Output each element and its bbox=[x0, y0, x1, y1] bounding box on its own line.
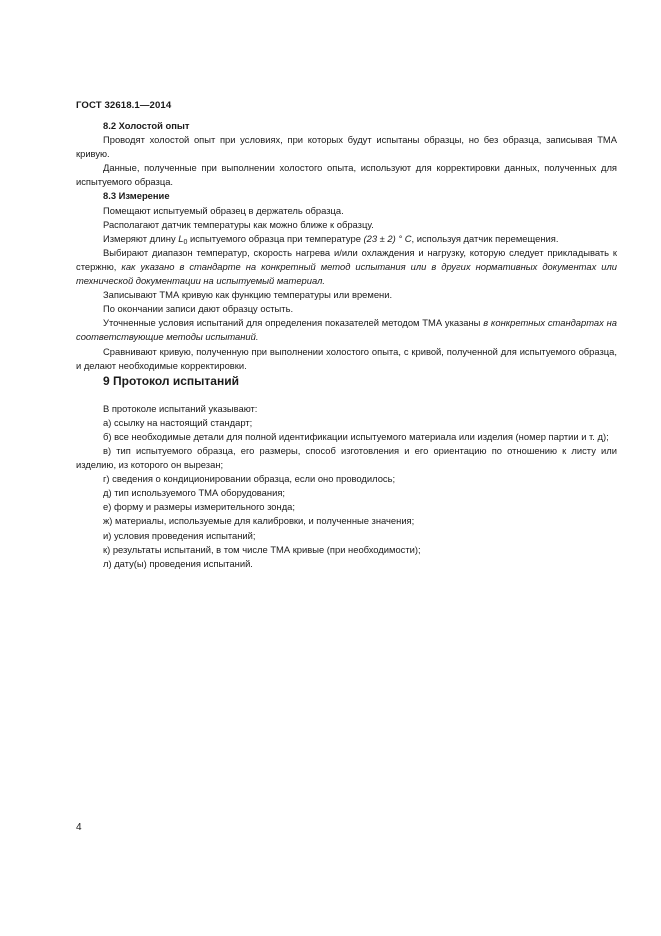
subsection-title-8-2: 8.2 Холостой опыт bbox=[103, 120, 190, 131]
paragraph bbox=[76, 246, 617, 288]
length-symbol: L bbox=[178, 232, 184, 244]
list-item: и) условия проведения испытаний; bbox=[103, 529, 256, 541]
list-item: к) результаты испытаний, в том числе ТМА кривые (при необходимости); bbox=[103, 543, 421, 555]
list-item: е) форму и размеры измерительного зонда; bbox=[103, 501, 295, 513]
subsection-title-8-3: 8.3 Измерение bbox=[103, 190, 170, 202]
page-number: 4 bbox=[76, 822, 82, 833]
list-item: в) тип испытуемого образца, его размеры, способ изготовления и его ориентацию по отношению к листу или изделию, из которого он вырезан; bbox=[76, 444, 617, 471]
list-item: л) дату(ы) проведения испытаний. bbox=[103, 557, 253, 569]
paragraph: Помещают испытуемый образец в держатель образца. bbox=[103, 204, 344, 216]
paragraph bbox=[76, 316, 617, 344]
text-run: , используя датчик перемещения. bbox=[411, 232, 559, 244]
paragraph-measure-length bbox=[76, 232, 617, 246]
text-run: Выбирают диапазон температур, скорость нагрева и/или охлаждения и нагрузку, которую следует прикладывать к стержню, bbox=[76, 246, 617, 272]
list-item: ж) материалы, используемые для калибровки, и полученные значения; bbox=[103, 515, 415, 527]
list-item: б) все необходимые детали для полной идентификации испытуемого материала или изделия (номер партии и т. д); bbox=[103, 430, 609, 442]
document-body bbox=[76, 119, 617, 571]
list-item: д) тип используемого ТМА оборудования; bbox=[103, 487, 285, 499]
protocol-lead: В протоколе испытаний указывают: bbox=[103, 402, 258, 414]
text-run: Измеряют длину bbox=[103, 232, 179, 244]
temperature-value: (23 ± 2) ° С bbox=[363, 232, 412, 244]
paragraph: Записывают ТМА кривую как функцию температуры или времени. bbox=[103, 289, 393, 301]
italic-reference: в конкретных стандартах на соответствующие методы испытаний. bbox=[76, 317, 617, 343]
paragraph: Располагают датчик температуры как можно ближе к образцу. bbox=[103, 218, 374, 230]
document-header: ГОСТ 32618.1—2014 bbox=[76, 100, 172, 111]
list-item: г) сведения о кондиционировании образца, если оно проводилось; bbox=[103, 473, 396, 485]
paragraph: Проводят холостой опыт при условиях, при которых будут испытаны образцы, но без образца, записывая ТМА кривую. bbox=[76, 134, 617, 160]
text-run: Уточненные условия испытаний для определения показателей методом ТМА указаны bbox=[103, 317, 484, 329]
paragraph: Сравнивают кривую, полученную при выполнении холостого опыта, с кривой, полученной для испытуемого образца, и делают необходимые корректировки. bbox=[76, 345, 617, 371]
text-run: испытуемого образца при температуре bbox=[187, 232, 364, 244]
paragraph: По окончании записи дают образцу остыть. bbox=[103, 303, 294, 315]
italic-reference: как указано в стандарте на конкретный метод испытания или в других нормативных документах или технической документации на испытуемый материал. bbox=[76, 260, 617, 287]
section-title-9: 9 Протокол испытаний bbox=[103, 373, 239, 388]
length-subscript: 0 bbox=[183, 238, 188, 246]
paragraph: Данные, полученные при выполнении холостого опыта, используют для корректировки данных, полученных для испытуемого образца. bbox=[76, 162, 617, 188]
list-item: а) ссылку на настоящий стандарт; bbox=[103, 416, 253, 428]
